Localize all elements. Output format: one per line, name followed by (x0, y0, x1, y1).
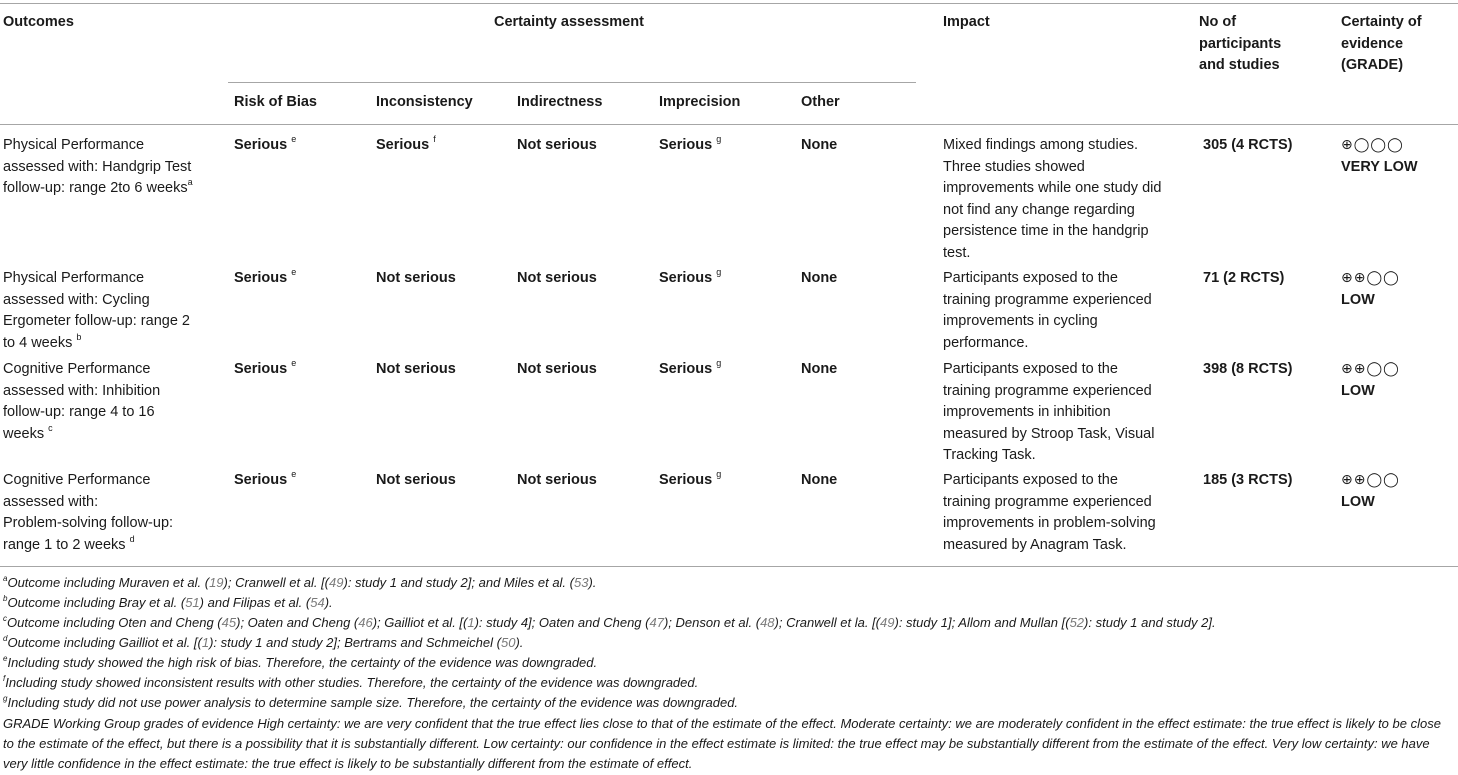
footnote-marker: c (48, 422, 53, 433)
indirectness-cell (517, 359, 597, 381)
footnote-marker: e (3, 653, 8, 663)
footnote-marker: g (716, 267, 722, 278)
outcome-line (3, 290, 190, 312)
header-grade (1341, 12, 1422, 77)
grade-label: LOW (1341, 493, 1375, 510)
footnote-text: ) and Filipas et al. ( (199, 595, 311, 610)
imprecision-cell-text: Serious (659, 270, 713, 286)
reference-number: 1 (467, 615, 475, 630)
outcome-cell (3, 135, 193, 200)
footnote-text: Outcome including Muraven et al. ( (7, 575, 210, 590)
imprecision-cell (659, 135, 721, 157)
outcome-line (3, 470, 173, 492)
indirectness-cell-text: Not serious (517, 472, 597, 488)
footnote-text: ). (515, 635, 524, 650)
indirectness-cell-text: Not serious (517, 137, 597, 153)
grade-symbols: ⊕⊕◯◯ (1341, 472, 1400, 488)
grade-label: LOW (1341, 291, 1375, 308)
footnote-text: ): study 1]; Allom and Mullan [( (894, 615, 1070, 630)
inconsistency-cell-text: Serious (376, 137, 430, 153)
header-participants (1199, 12, 1281, 77)
outcome-line (3, 535, 173, 557)
footnote-text: ). (324, 595, 333, 610)
reference-number: 52 (1069, 615, 1085, 630)
reference-number: 46 (358, 615, 373, 630)
inconsistency-cell (376, 268, 456, 290)
header-grade-line: evidence (1341, 35, 1404, 52)
impact-line: measured by Stroop Task, Visual (943, 425, 1155, 442)
header-bottom-rule (0, 124, 1458, 125)
risk-of-bias-cell (234, 268, 296, 290)
outcome-line (3, 135, 193, 157)
outcome-line (3, 178, 193, 200)
risk-of-bias-cell-text: Serious (234, 137, 288, 153)
other-cell (801, 470, 837, 492)
indirectness-cell-text: Not serious (517, 361, 597, 377)
certainty-group-rule (228, 82, 916, 83)
footnote-marker: a (187, 177, 193, 188)
grade-label: VERY LOW (1341, 158, 1418, 175)
footnote-g (3, 693, 738, 713)
impact-line: improvements in inhibition (943, 404, 1111, 421)
inconsistency-cell (376, 135, 436, 157)
outcome-text: Cognitive Performance (3, 472, 151, 488)
participants-cell: 398 (8 RCTS) (1203, 361, 1293, 377)
footnote-text: ): study 1 and study 2]; and Miles et al. ( (343, 575, 574, 590)
inconsistency-cell (376, 470, 456, 492)
header-other: Other (801, 94, 840, 110)
footnote-e (3, 653, 597, 673)
header-participants-line: participants (1199, 35, 1282, 52)
impact-line: Participants exposed to the (943, 472, 1118, 488)
footnote-text: ): study 4]; Oaten and Cheng ( (474, 615, 650, 630)
outcome-line (3, 492, 173, 514)
indirectness-cell (517, 470, 597, 492)
other-cell (801, 268, 837, 290)
inconsistency-cell-text: Not serious (376, 472, 456, 488)
reference-number: 45 (221, 615, 237, 630)
reference-number: 51 (185, 595, 200, 610)
reference-number: 50 (500, 635, 516, 650)
impact-line: training programme experienced (943, 291, 1152, 308)
header-imprecision: Imprecision (659, 94, 741, 110)
footnote-text: Outcome including Gailliot et al. [( (7, 635, 202, 650)
outcome-text: Problem-solving follow-up: (3, 515, 174, 532)
participants-cell: 305 (4 RCTS) (1203, 137, 1293, 153)
grade-symbols: ⊕⊕◯◯ (1341, 270, 1400, 286)
grade-cell (1341, 135, 1418, 178)
footnote-text: ); Oaten and Cheng ( (236, 615, 359, 630)
impact-line: improvements in problem-solving (943, 515, 1156, 532)
impact-line: test. (943, 244, 971, 261)
footnote-marker: e (291, 358, 297, 369)
grade-cell (1341, 359, 1400, 402)
imprecision-cell-text: Serious (659, 137, 713, 153)
outcome-line (3, 424, 160, 446)
outcome-cell (3, 470, 173, 556)
footnote-text: ); Gailliot et al. [( (372, 615, 468, 630)
footnote-text: Outcome including Bray et al. ( (7, 595, 186, 610)
participants-cell: 71 (2 RCTS) (1203, 270, 1285, 286)
imprecision-cell (659, 470, 721, 492)
risk-of-bias-cell (234, 135, 296, 157)
inconsistency-cell (376, 359, 456, 381)
grade-symbols: ⊕◯◯◯ (1341, 137, 1404, 153)
footnote-marker: g (716, 134, 722, 145)
header-participants-line: and studies (1199, 57, 1280, 74)
outcome-text: Ergometer follow-up: range 2 (3, 313, 190, 330)
impact-line: measured by Anagram Task. (943, 536, 1127, 553)
footnote-marker: b (76, 331, 82, 342)
footnote-marker: d (3, 633, 8, 643)
footnote-marker: g (716, 358, 722, 369)
impact-line: performance. (943, 334, 1029, 351)
impact-line: improvements in cycling (943, 313, 1098, 330)
footnote-marker: g (3, 693, 8, 703)
other-cell-text: None (801, 472, 838, 488)
grade-cell (1341, 470, 1400, 513)
footnote-d (3, 633, 523, 653)
reference-number: 47 (649, 615, 664, 630)
impact-line: Mixed findings among studies. (943, 137, 1139, 153)
footnote-text: Outcome including Oten and Cheng ( (7, 615, 222, 630)
risk-of-bias-cell (234, 470, 296, 492)
table-bottom-rule (0, 566, 1458, 567)
impact-line: Participants exposed to the (943, 361, 1118, 377)
header-impact: Impact (943, 14, 990, 30)
footnote-marker: f (3, 673, 6, 683)
outcome-line (3, 381, 160, 403)
outcome-line (3, 157, 193, 179)
footnote-text: Including study did not use power analysis to determine sample size. Therefore, the certainty of the evidence was downgraded. (7, 695, 739, 710)
grade-symbols: ⊕⊕◯◯ (1341, 361, 1400, 377)
footnote-marker: e (291, 134, 297, 145)
risk-of-bias-cell (234, 359, 296, 381)
reference-number: 48 (760, 615, 775, 630)
header-indirectness: Indirectness (517, 94, 603, 110)
table-top-rule (0, 3, 1458, 4)
footnote-marker: c (3, 613, 7, 623)
risk-of-bias-cell-text: Serious (234, 472, 288, 488)
other-cell-text: None (801, 361, 838, 377)
footnote-text: ): study 1 and study 2]; Bertrams and Schmeichel ( (209, 635, 501, 650)
outcome-line (3, 359, 160, 381)
grade-cell (1341, 268, 1400, 311)
reference-number: 53 (574, 575, 589, 590)
grade-label: LOW (1341, 382, 1375, 399)
footnote-text: ). (588, 575, 597, 590)
footnote-f (3, 673, 698, 693)
footnote-marker: e (291, 267, 297, 278)
impact-line: training programme experienced (943, 493, 1152, 510)
footnote-text: ): study 1 and study 2]. (1084, 615, 1216, 630)
other-cell-text: None (801, 137, 838, 153)
imprecision-cell-text: Serious (659, 361, 713, 377)
footnote-text: Including study showed inconsistent results with other studies. Therefore, the certainty of the evidence was downgraded. (5, 675, 699, 690)
impact-line: Tracking Task. (943, 447, 1036, 464)
header-outcomes: Outcomes (3, 14, 74, 30)
inconsistency-cell-text: Not serious (376, 270, 456, 286)
impact-line: persistence time in the handgrip (943, 223, 1149, 240)
outcome-text: follow-up: range 2to 6 weeks (3, 180, 188, 197)
other-cell (801, 135, 837, 157)
impact-line: improvements while one study did (943, 180, 1162, 197)
outcome-line (3, 402, 160, 424)
reference-number: 49 (880, 615, 895, 630)
outcome-line (3, 311, 190, 333)
header-grade-line: Certainty of (1341, 14, 1422, 30)
outcome-text: weeks (3, 425, 45, 442)
indirectness-cell-text: Not serious (517, 270, 597, 286)
impact-cell (943, 470, 1156, 556)
header-risk-of-bias: Risk of Bias (234, 94, 317, 110)
outcome-text: assessed with: Cycling (3, 291, 150, 308)
footnote-marker: g (716, 469, 722, 480)
footnote-marker: b (3, 593, 8, 603)
header-certainty-assessment: Certainty assessment (494, 14, 644, 30)
outcome-text: assessed with: Handgrip Test (3, 158, 192, 175)
outcome-line (3, 513, 173, 535)
indirectness-cell (517, 135, 597, 157)
inconsistency-cell-text: Not serious (376, 361, 456, 377)
reference-number: 1 (201, 635, 210, 650)
reference-number: 19 (209, 575, 224, 590)
footnote-text: Including study showed the high risk of bias. Therefore, the certainty of the evidence was downgraded. (7, 655, 598, 670)
participants-cell: 185 (3 RCTS) (1203, 472, 1293, 488)
impact-line: training programme experienced (943, 382, 1152, 399)
outcome-text: follow-up: range 4 to 16 (3, 404, 155, 421)
outcome-text: to 4 weeks (3, 334, 73, 351)
impact-cell (943, 268, 1152, 354)
impact-cell (943, 135, 1161, 265)
footnote-marker: a (3, 573, 8, 583)
footnote-marker: e (291, 469, 297, 480)
other-cell (801, 359, 837, 381)
footnote-marker: f (433, 134, 436, 145)
footnote-text: ); Denson et al. ( (663, 615, 761, 630)
impact-cell (943, 359, 1154, 467)
footnote-a (3, 573, 596, 593)
header-participants-line: No of (1199, 14, 1237, 30)
imprecision-cell (659, 268, 721, 290)
outcome-text: Physical Performance (3, 270, 145, 286)
reference-number: 49 (329, 575, 344, 590)
outcome-cell (3, 359, 160, 445)
reference-number: 54 (310, 595, 325, 610)
footnote-b (3, 593, 333, 613)
risk-of-bias-cell-text: Serious (234, 270, 288, 286)
outcome-text: assessed with: (3, 493, 99, 510)
footnote-marker: d (129, 533, 135, 544)
footnote-c (3, 613, 1216, 633)
indirectness-cell (517, 268, 597, 290)
outcome-text: range 1 to 2 weeks (3, 536, 126, 553)
outcome-cell (3, 268, 190, 354)
risk-of-bias-cell-text: Serious (234, 361, 288, 377)
outcome-line (3, 268, 190, 290)
outcome-text: Physical Performance (3, 137, 145, 153)
header-grade-line: (GRADE) (1341, 57, 1404, 74)
outcome-text: assessed with: Inhibition (3, 382, 161, 399)
imprecision-cell (659, 359, 721, 381)
outcome-line (3, 333, 190, 355)
impact-line: Three studies showed (943, 158, 1085, 175)
footnote-text: ); Cranwell et la. [( (774, 615, 881, 630)
impact-line: not find any change regarding (943, 201, 1135, 218)
impact-line: Participants exposed to the (943, 270, 1118, 286)
header-inconsistency: Inconsistency (376, 94, 473, 110)
footnote-text: ); Cranwell et al. [( (223, 575, 330, 590)
other-cell-text: None (801, 270, 838, 286)
imprecision-cell-text: Serious (659, 472, 713, 488)
outcome-text: Cognitive Performance (3, 361, 151, 377)
grade-definitions-note: GRADE Working Group grades of evidence High certainty: we are very confident that the true effect lies close to that of the estimate of the effect. Moderate certainty: we are moderately confident in the effect estimate: the true effect is likely to be close to the estimate of the effect, but there is a possibility that it is substantially different. Low certainty: our confidence in the effect estimate is limited: the true effect may be substantially different from the estimate of the effect. Very low certainty: we have very little confidence in the effect estimate: the true effect is likely to be substantially different from the estimate of effect. (3, 716, 1441, 771)
